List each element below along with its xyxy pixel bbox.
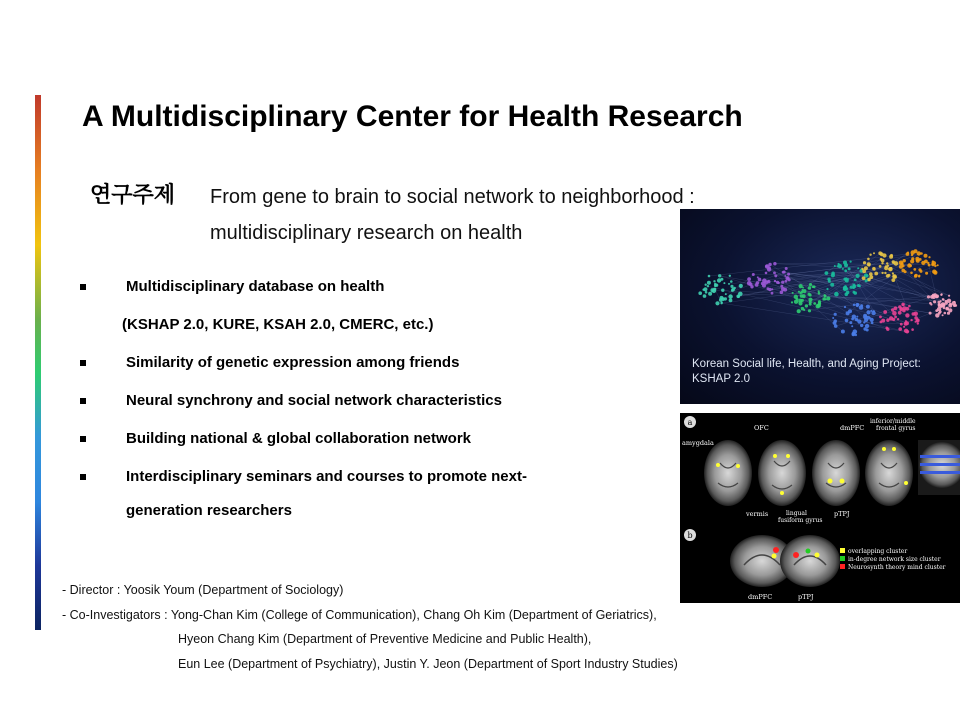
network-node xyxy=(866,305,870,309)
network-node xyxy=(846,311,850,315)
network-node xyxy=(708,292,712,296)
network-node xyxy=(802,287,804,289)
network-node xyxy=(707,281,711,285)
network-node xyxy=(918,275,920,277)
network-node xyxy=(886,274,890,278)
network-node xyxy=(916,259,920,263)
network-node xyxy=(784,275,786,277)
bullet-subtext: (KSHAP 2.0, KURE, KSAH 2.0, CMERC, etc.) xyxy=(122,316,434,333)
network-edge xyxy=(714,291,809,295)
network-caption-line-1: Korean Social life, Health, and Aging Project: xyxy=(692,358,921,370)
network-node xyxy=(879,316,882,319)
network-node xyxy=(917,322,919,324)
network-node xyxy=(869,254,871,256)
network-node xyxy=(818,292,821,295)
network-node xyxy=(935,309,938,312)
label-ptpj-bottom: pTPJ xyxy=(798,593,814,601)
network-node xyxy=(932,295,936,299)
network-node xyxy=(809,303,812,306)
network-node xyxy=(765,272,768,275)
network-node xyxy=(723,282,725,284)
network-node xyxy=(910,272,913,275)
network-node xyxy=(823,294,825,296)
brain-mri-figure xyxy=(680,413,960,603)
network-node xyxy=(863,261,866,264)
bullet-text: Multidisciplinary database on health xyxy=(126,278,385,295)
network-node xyxy=(797,309,801,313)
label-lingual-1: lingual xyxy=(786,510,807,517)
network-node xyxy=(889,255,893,259)
network-node xyxy=(899,261,904,266)
network-node xyxy=(805,304,808,307)
network-node xyxy=(758,278,762,282)
network-node xyxy=(858,285,860,287)
network-node xyxy=(798,299,802,303)
network-node xyxy=(879,265,882,268)
network-node xyxy=(825,271,829,275)
network-node xyxy=(891,308,894,311)
network-node xyxy=(904,322,908,326)
label-vermis: vermis xyxy=(746,510,769,518)
network-node xyxy=(730,280,733,283)
social-network-image xyxy=(680,209,960,404)
network-node xyxy=(785,267,788,270)
network-node xyxy=(774,280,776,282)
network-node xyxy=(888,267,892,271)
network-node xyxy=(942,298,944,300)
network-node xyxy=(698,291,702,295)
bullet-text-continued: generation researchers xyxy=(126,502,292,519)
network-node xyxy=(750,285,753,288)
network-node xyxy=(947,299,951,303)
network-node xyxy=(881,262,883,264)
network-node xyxy=(718,274,721,277)
network-node xyxy=(731,288,735,292)
axial-slice xyxy=(812,440,860,506)
network-node xyxy=(870,310,872,312)
network-node xyxy=(900,323,903,326)
network-node xyxy=(845,277,848,280)
label-lingual-2: fusiform gyrus xyxy=(778,517,823,524)
network-node xyxy=(707,285,709,287)
network-node xyxy=(834,292,839,297)
network-node xyxy=(808,298,812,302)
network-node xyxy=(862,276,866,280)
network-node xyxy=(785,280,788,283)
brain-figure-svg xyxy=(680,413,960,603)
network-node xyxy=(880,252,884,256)
network-node xyxy=(943,307,945,309)
network-node xyxy=(713,288,716,291)
network-node xyxy=(837,265,839,267)
network-node xyxy=(798,291,800,293)
network-node xyxy=(933,271,937,275)
network-node xyxy=(883,310,887,314)
network-node xyxy=(721,289,724,292)
network-node xyxy=(773,272,776,275)
network-node xyxy=(927,295,930,298)
network-node xyxy=(802,289,806,293)
network-node xyxy=(765,264,770,269)
network-node xyxy=(844,306,846,308)
network-node xyxy=(881,319,885,323)
network-node xyxy=(828,280,831,283)
network-node xyxy=(739,284,743,288)
network-node xyxy=(787,273,790,276)
network-node xyxy=(844,269,847,272)
network-node xyxy=(853,304,856,307)
network-node xyxy=(715,301,719,305)
bullet-text: Neural synchrony and social network characteristics xyxy=(126,392,502,409)
network-node xyxy=(859,305,864,310)
network-node xyxy=(898,327,902,331)
network-node xyxy=(762,284,766,288)
network-node xyxy=(846,291,850,295)
panel-b-label: b xyxy=(687,531,693,540)
network-node xyxy=(728,294,732,298)
network-node xyxy=(941,293,943,295)
network-node xyxy=(873,252,875,254)
network-node xyxy=(873,268,875,270)
network-node xyxy=(842,268,844,270)
network-node xyxy=(705,291,708,294)
network-node xyxy=(928,264,931,267)
network-node xyxy=(913,312,918,317)
network-node xyxy=(728,283,730,285)
network-node xyxy=(906,252,910,256)
network-node xyxy=(808,309,811,312)
network-node xyxy=(911,328,914,331)
network-node xyxy=(940,300,942,302)
network-node xyxy=(860,324,863,327)
bullet-square-icon xyxy=(80,360,86,366)
network-node xyxy=(902,304,904,306)
network-node xyxy=(869,317,871,319)
network-node xyxy=(937,264,939,266)
network-node xyxy=(931,263,934,266)
network-node xyxy=(834,324,838,328)
network-node xyxy=(800,294,804,298)
network-node xyxy=(852,315,856,319)
page-title: A Multidisciplinary Center for Health Research xyxy=(82,100,743,133)
network-node xyxy=(892,318,895,321)
network-node xyxy=(898,305,901,308)
network-node xyxy=(857,320,861,324)
network-node xyxy=(897,318,899,320)
network-edge xyxy=(775,264,866,269)
network-node xyxy=(954,301,956,303)
network-node xyxy=(856,274,860,278)
bullet-item xyxy=(78,388,638,414)
bullet-text: Interdisciplinary seminars and courses to promote next- xyxy=(126,468,527,485)
network-node xyxy=(780,291,784,295)
network-node xyxy=(854,279,857,282)
network-node xyxy=(918,268,921,271)
network-node xyxy=(834,313,837,316)
network-node xyxy=(818,304,820,306)
network-node xyxy=(720,302,722,304)
network-node xyxy=(747,277,751,281)
network-node xyxy=(826,297,830,301)
axial-slice xyxy=(865,440,913,506)
network-node xyxy=(892,311,897,316)
network-node xyxy=(880,258,883,261)
bullet-item xyxy=(78,350,638,376)
network-edge xyxy=(708,286,907,332)
network-node xyxy=(850,286,853,289)
network-node xyxy=(905,313,909,317)
network-node xyxy=(887,265,889,267)
network-node xyxy=(752,273,755,276)
network-node xyxy=(787,277,789,279)
network-node xyxy=(915,321,917,323)
network-node xyxy=(944,312,947,315)
credits xyxy=(62,578,678,676)
bullet-square-icon xyxy=(80,436,86,442)
network-node xyxy=(792,292,794,294)
legend-swatch-in-degree xyxy=(840,556,845,561)
network-node xyxy=(886,319,889,322)
network-node xyxy=(894,261,899,266)
network-node xyxy=(832,317,834,319)
topic-line-2: multidisciplinary research on health xyxy=(210,222,523,244)
network-node xyxy=(867,258,870,261)
network-node xyxy=(767,280,769,282)
legend-in-degree: in-degree network size cluster xyxy=(848,556,941,563)
network-node xyxy=(908,305,911,308)
bullet-text: Similarity of genetic expression among friends xyxy=(126,354,460,371)
network-node xyxy=(834,265,836,267)
sagittal-slice xyxy=(918,440,960,495)
bullet-square-icon xyxy=(80,474,86,480)
network-node xyxy=(873,310,875,312)
network-node xyxy=(714,284,717,287)
network-node xyxy=(914,316,918,320)
network-node xyxy=(886,262,888,264)
sagittal-slice-ptpj xyxy=(780,535,840,587)
network-node xyxy=(871,322,874,325)
credit-coinvestigators-1: - Co-Investigators : Yong-Chan Kim (College of Communication), Chang Oh Kim (Department of Geriatrics), xyxy=(62,607,657,622)
bullet-item xyxy=(78,464,638,524)
network-node xyxy=(894,276,897,279)
network-node xyxy=(949,303,952,306)
network-node xyxy=(809,283,812,286)
network-node xyxy=(703,294,707,298)
network-node xyxy=(781,281,784,284)
panel-a-label: a xyxy=(687,418,693,427)
network-node xyxy=(730,285,733,288)
network-node xyxy=(705,284,707,286)
network-node xyxy=(720,296,724,300)
credit-coinvestigators-2: Hyeon Chang Kim (Department of Preventive Medicine and Public Health), xyxy=(178,632,592,646)
network-node xyxy=(809,294,812,297)
network-node xyxy=(729,275,731,277)
network-node xyxy=(856,316,858,318)
network-node xyxy=(857,267,859,269)
bullet-list xyxy=(78,274,638,524)
network-node xyxy=(791,301,793,303)
network-node xyxy=(713,280,715,282)
network-node xyxy=(866,310,870,314)
network-node xyxy=(849,321,852,324)
label-ifg-1: inferior/middle xyxy=(870,418,916,425)
network-node xyxy=(938,304,942,308)
network-node xyxy=(909,265,912,268)
network-node xyxy=(778,282,780,284)
network-node xyxy=(864,266,868,270)
network-node xyxy=(841,330,845,334)
network-node xyxy=(866,274,869,277)
network-node xyxy=(863,314,867,318)
label-ofc: OFC xyxy=(754,424,769,432)
network-node xyxy=(771,292,774,295)
network-node xyxy=(928,256,930,258)
bullet-item xyxy=(78,274,638,338)
label-dmpfc: dmPFC xyxy=(840,424,865,432)
network-caption-line-2: KSHAP 2.0 xyxy=(692,373,750,385)
network-node xyxy=(851,325,853,327)
label-amygdala: amygdala xyxy=(682,439,714,447)
network-node xyxy=(729,299,733,303)
network-node xyxy=(894,316,897,319)
network-node xyxy=(930,303,932,305)
network-node xyxy=(891,278,895,282)
network-node xyxy=(771,288,773,290)
network-node xyxy=(773,262,776,265)
bullet-square-icon xyxy=(80,398,86,404)
network-node xyxy=(910,319,912,321)
network-node xyxy=(881,272,883,274)
topic-line-1: From gene to brain to social network to neighborhood : xyxy=(210,186,695,208)
bullet-text: Building national & global collaboration network xyxy=(126,430,472,447)
topic-label: 연구주제 xyxy=(90,183,176,208)
network-node xyxy=(863,321,865,323)
bullet-square-icon xyxy=(80,284,86,290)
network-node xyxy=(826,288,828,290)
network-node xyxy=(874,272,878,276)
network-node xyxy=(925,272,928,275)
network-node xyxy=(813,302,816,305)
network-node xyxy=(850,261,852,263)
network-node xyxy=(868,264,870,266)
network-node xyxy=(902,309,906,313)
network-node xyxy=(942,314,944,316)
network-node xyxy=(803,309,805,311)
credit-director: - Director : Yoosik Youm (Department of Sociology) xyxy=(62,583,344,597)
axial-slice xyxy=(758,440,806,506)
network-node xyxy=(904,329,908,333)
network-node xyxy=(902,265,905,268)
network-node xyxy=(898,311,902,315)
network-node xyxy=(737,295,740,298)
network-node xyxy=(954,304,957,307)
network-node xyxy=(917,251,921,255)
network-caption xyxy=(692,357,921,387)
network-node xyxy=(717,278,721,282)
network-node xyxy=(703,287,707,291)
network-node xyxy=(865,324,869,328)
network-node xyxy=(933,300,936,303)
network-node xyxy=(830,283,834,287)
network-node xyxy=(911,257,914,260)
network-node xyxy=(848,267,851,270)
network-node xyxy=(796,298,799,301)
credit-coinvestigators-3: Eun Lee (Department of Psychiatry), Justin Y. Jeon (Department of Sport Industry Studies) xyxy=(178,656,678,671)
network-node xyxy=(903,326,905,328)
network-node xyxy=(808,286,811,289)
accent-bar xyxy=(35,95,41,630)
network-node xyxy=(892,272,894,274)
legend-swatch-neurosynth xyxy=(840,564,845,569)
network-node xyxy=(755,283,759,287)
network-node xyxy=(831,273,835,277)
network-node xyxy=(857,303,859,305)
network-node xyxy=(845,319,849,323)
network-node xyxy=(947,312,950,315)
network-node xyxy=(708,275,711,278)
network-edge xyxy=(894,276,949,296)
legend-neurosynth: Neurosynth theory mind cluster xyxy=(848,564,946,571)
label-ifg-2: frontal gyrus xyxy=(876,425,916,432)
network-node xyxy=(812,285,815,288)
legend-swatch-overlap xyxy=(840,548,845,553)
network-node xyxy=(929,312,932,315)
network-node xyxy=(924,260,928,264)
label-ptpj: pTPJ xyxy=(834,510,850,518)
network-node xyxy=(947,308,949,310)
network-node xyxy=(844,285,846,287)
network-node xyxy=(948,295,950,297)
network-node xyxy=(913,268,916,271)
network-node xyxy=(935,313,939,317)
network-node xyxy=(783,271,786,274)
network-node xyxy=(774,274,777,277)
network-node xyxy=(869,272,873,276)
network-node xyxy=(869,275,873,279)
network-node xyxy=(852,333,856,337)
network-node xyxy=(843,287,847,291)
network-node xyxy=(853,291,856,294)
network-node xyxy=(901,269,905,273)
label-dmpfc-bottom: dmPFC xyxy=(748,593,773,601)
network-node xyxy=(911,254,913,256)
axial-slice xyxy=(704,440,752,506)
network-node xyxy=(767,287,770,290)
network-node xyxy=(934,265,936,267)
network-node xyxy=(843,261,847,265)
network-node xyxy=(886,328,889,331)
network-node xyxy=(725,293,727,295)
network-node xyxy=(924,254,928,258)
network-node xyxy=(914,274,917,277)
bullet-item xyxy=(78,426,638,452)
network-node xyxy=(884,272,886,274)
legend-overlap: overlapping cluster xyxy=(848,548,908,555)
